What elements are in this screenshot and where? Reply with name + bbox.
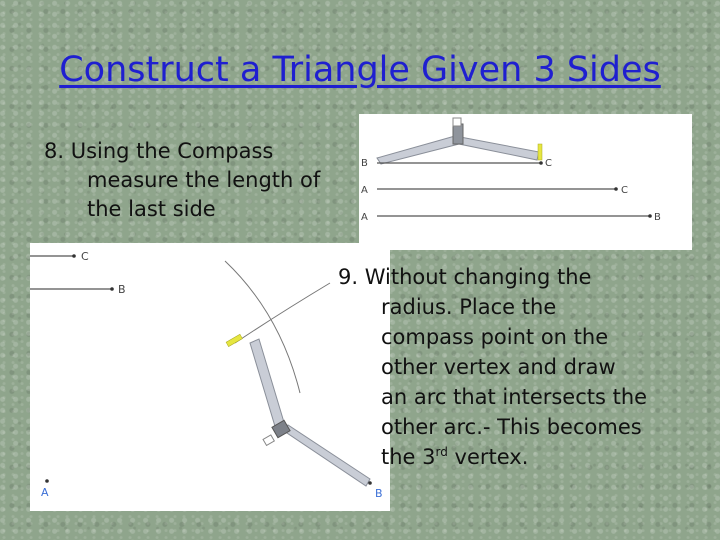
point-label: B: [375, 487, 383, 500]
point-label: B: [361, 158, 368, 169]
step-9-line: radius. Place the: [381, 295, 557, 319]
step-9-line: 9. Without changing the: [338, 265, 592, 289]
compass-measure-figure: [359, 114, 692, 250]
point-label: B: [118, 283, 126, 296]
step-9-text: [338, 262, 678, 472]
step-9-line: an arc that intersects the: [381, 385, 648, 409]
step-8-line: the last side: [87, 197, 216, 221]
step-8-text: [44, 137, 354, 224]
point-label: B: [654, 212, 661, 223]
compass-icon: [377, 118, 542, 164]
step-9-line: [338, 442, 678, 472]
slide-title: Construct a Triangle Given 3 Sides: [59, 50, 661, 90]
step-9-line: other vertex and draw: [381, 355, 616, 379]
point-label: C: [621, 185, 628, 196]
ordinal-suffix: rd: [435, 445, 448, 459]
step-9-line: other arc.- This becomes: [381, 415, 642, 439]
step-9-line: compass point on the: [381, 325, 609, 349]
compass-arc-illustration: [30, 243, 390, 511]
step-8-line: 8. Using the Compass: [44, 139, 274, 163]
point-label: A: [361, 185, 368, 196]
step-9-line-text: vertex.: [447, 445, 529, 469]
point-label: C: [545, 158, 552, 169]
point-label: C: [81, 250, 89, 263]
point-label: A: [41, 486, 49, 499]
compass-arc-figure: [30, 243, 390, 511]
step-8-line: measure the length of: [87, 168, 321, 192]
step-9-line-text: the 3: [381, 445, 436, 469]
compass-measure-illustration: [359, 114, 692, 250]
point-label: A: [361, 212, 368, 223]
